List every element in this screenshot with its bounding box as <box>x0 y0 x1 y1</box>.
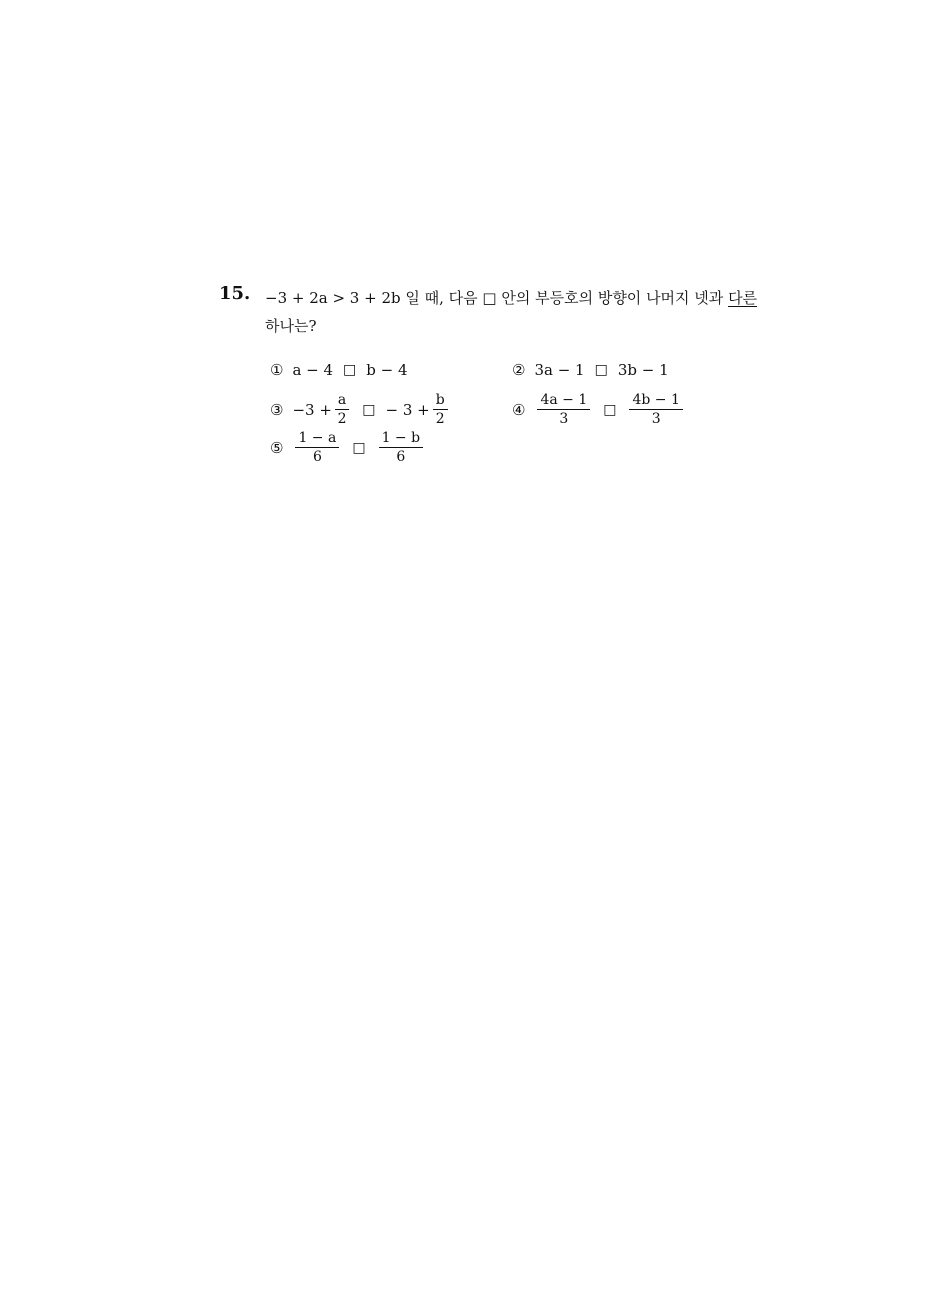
fraction-numerator: a <box>335 392 349 410</box>
fraction <box>379 430 424 465</box>
blank-box-icon: □ <box>362 401 376 418</box>
fraction-denominator: 3 <box>651 411 661 427</box>
stem-underlined-word: 다른 <box>728 289 758 307</box>
option-left-prefix: −3 + <box>292 400 332 419</box>
fraction-denominator: 3 <box>559 411 569 427</box>
option-mark: ④ <box>512 400 526 419</box>
fraction <box>335 392 349 427</box>
fraction-numerator: 4a − 1 <box>537 392 590 410</box>
blank-box-icon: □ <box>352 439 366 456</box>
stem-line-2: 하나는? <box>265 317 317 335</box>
fraction-numerator: 1 − b <box>379 430 424 448</box>
question-stem <box>265 284 758 340</box>
blank-box-icon: □ <box>603 401 617 418</box>
fraction-numerator: 1 − a <box>295 430 339 448</box>
fraction <box>433 392 448 427</box>
option-1[interactable] <box>270 361 408 379</box>
fraction-denominator: 2 <box>435 411 445 427</box>
option-mark: ① <box>270 361 284 379</box>
fraction-denominator: 6 <box>396 449 406 465</box>
option-mark: ③ <box>270 400 284 419</box>
stem-line-1 <box>265 284 758 312</box>
fraction-numerator: 4b − 1 <box>629 392 682 410</box>
option-5[interactable] <box>270 430 426 465</box>
blank-box-icon: □ <box>594 362 608 378</box>
fraction-denominator: 2 <box>337 411 347 427</box>
blank-box-icon: □ <box>343 362 357 378</box>
option-2[interactable] <box>512 361 669 379</box>
option-right-prefix: − 3 + <box>385 400 430 419</box>
fraction-numerator: b <box>433 392 448 410</box>
fraction <box>295 430 339 465</box>
option-3[interactable] <box>270 392 451 427</box>
fraction <box>629 392 682 427</box>
stem-text: 일 때, 다음 □ 안의 부등호의 방향이 나머지 넷과 <box>400 289 729 307</box>
option-4[interactable] <box>512 392 686 427</box>
option-right-expr: b − 4 <box>366 361 408 379</box>
question-number: 15. <box>219 283 251 304</box>
fraction-denominator: 6 <box>312 449 322 465</box>
option-mark: ② <box>512 361 526 379</box>
option-left-expr: 3a − 1 <box>534 361 585 379</box>
option-right-expr: 3b − 1 <box>617 361 669 379</box>
stem-condition-math: −3 + 2a > 3 + 2b <box>265 289 401 307</box>
option-left-expr: a − 4 <box>292 361 334 379</box>
option-mark: ⑤ <box>270 438 284 457</box>
fraction <box>537 392 590 427</box>
